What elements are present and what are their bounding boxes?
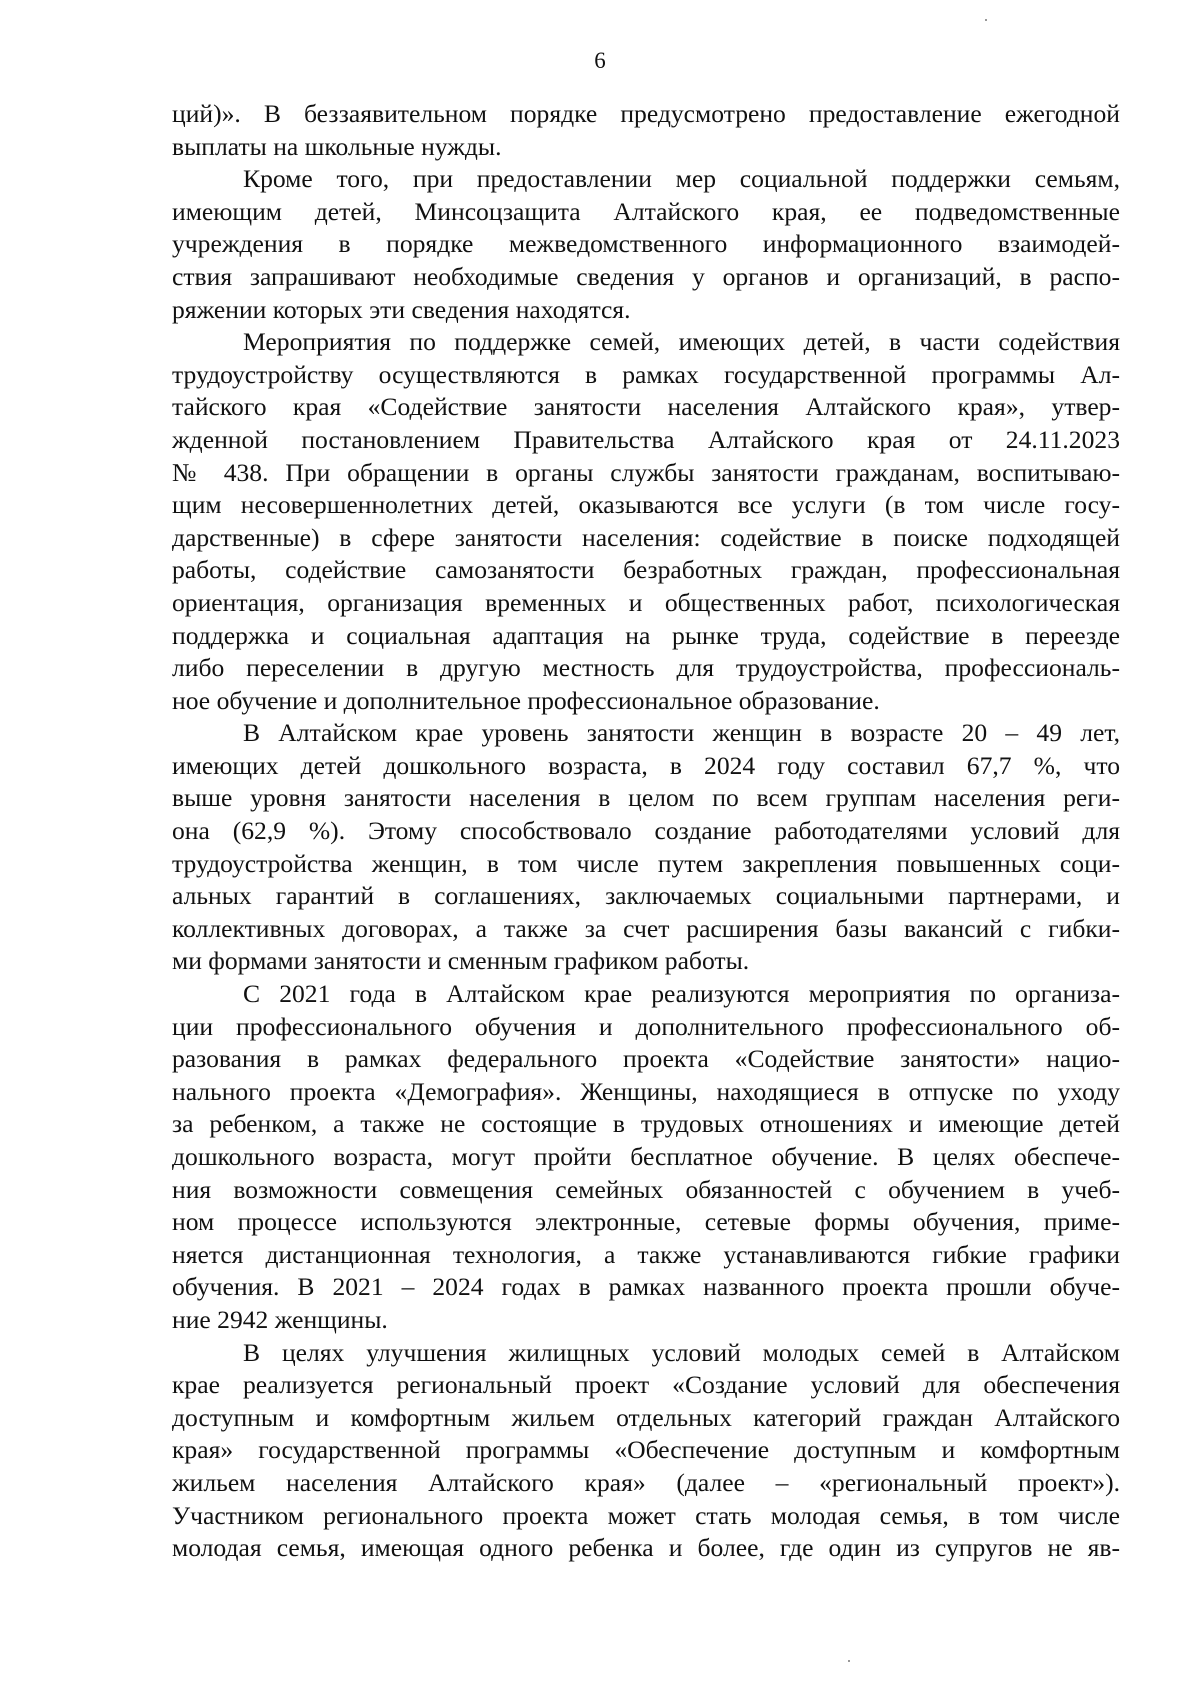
text-line: няется дистанционная технология, а также устанавливаются гибкие графики (172, 1239, 1120, 1269)
text-line: ции профессионального обучения и дополнительного профессионального об- (172, 1011, 1120, 1041)
text-line: ряжении которых эти сведения находятся. (172, 294, 631, 324)
text-line: В целях улучшения жилищных условий молодых семей в Алтайском (243, 1337, 1120, 1367)
text-line: учреждения в порядке межведомственного информационного взаимодей- (172, 229, 1120, 259)
text-line: № 438. При обращении в органы службы занятости гражданам, воспитываю- (172, 457, 1120, 487)
paragraph (172, 717, 1120, 978)
text-line: трудоустройства женщин, в том числе путем закрепления повышенных соци- (172, 848, 1120, 878)
text-line: разования в рамках федерального проекта «Содействие занятости» нацио- (172, 1044, 1120, 1074)
text-line: либо переселении в другую местность для трудоустройства, профессиональ- (172, 653, 1120, 683)
text-line: обучения. В 2021 – 2024 годах в рамках названного проекта прошли обуче- (172, 1272, 1120, 1302)
text-line: жденной постановлением Правительства Алтайского края от 24.11.2023 (172, 424, 1120, 454)
text-line: жильем населения Алтайского края» (далее – «региональный проект»). (172, 1467, 1120, 1497)
text-line: нального проекта «Демография». Женщины, находящиеся в отпуске по уходу (172, 1076, 1120, 1106)
text-line: тайского края «Содействие занятости населения Алтайского края», утвер- (172, 392, 1120, 422)
text-line: дарственные) в сфере занятости населения: содействие в поиске подходящей (172, 522, 1120, 552)
text-line: щим несовершеннолетних детей, оказываются все услуги (в том числе госу- (172, 490, 1120, 520)
text-line: Мероприятия по поддержке семей, имеющих детей, в части содействия (243, 327, 1120, 357)
text-line: ми формами занятости и сменным графиком работы. (172, 946, 750, 976)
text-line: С 2021 года в Алтайском крае реализуются мероприятия по организа- (243, 979, 1120, 1009)
text-line: Участником регионального проекта может стать молодая семья, в том числе (172, 1500, 1120, 1530)
text-line: ном процессе используются электронные, сетевые формы обучения, приме- (172, 1207, 1120, 1237)
text-line: альных гарантий в соглашениях, заключаемых социальными партнерами, и (172, 881, 1120, 911)
text-line: ния возможности совмещения семейных обязанностей с обучением в учеб- (172, 1174, 1120, 1204)
text-line: трудоустройству осуществляются в рамках государственной программы Ал- (172, 359, 1120, 389)
text-line: крае реализуется региональный проект «Создание условий для обеспечения (172, 1370, 1120, 1400)
scan-speck (985, 19, 987, 21)
text-line: ций)». В беззаявительном порядке предусмотрено предоставление ежегодной (172, 99, 1120, 128)
paragraph (172, 326, 1120, 717)
text-line: края» государственной программы «Обеспечение доступным и комфортным (172, 1435, 1120, 1465)
page-number: 6 (594, 48, 606, 73)
text-line: поддержка и социальная адаптация на рынке труда, содействие в переезде (172, 620, 1120, 650)
text-line: ствия запрашивают необходимые сведения у органов и организаций, в распо- (172, 261, 1120, 291)
paragraph (172, 163, 1120, 326)
body-text (172, 98, 1120, 1565)
text-line: ное обучение и дополнительное профессиональное образование. (172, 685, 880, 715)
text-line: коллективных договорах, а также за счет расширения базы вакансий с гибки- (172, 913, 1120, 943)
text-line: Кроме того, при предоставлении мер социальной поддержки семьям, (243, 164, 1120, 194)
scan-speck (848, 1660, 850, 1662)
text-line: работы, содействие самозанятости безработных граждан, профессиональная (172, 555, 1120, 585)
text-line: ние 2942 женщины. (172, 1304, 388, 1334)
text-line: молодая семья, имеющая одного ребенка и более, где один из супругов не яв- (172, 1533, 1120, 1563)
paragraph (172, 978, 1120, 1337)
text-line: выплаты на школьные нужды. (172, 131, 502, 161)
text-line: имеющих детей дошкольного возраста, в 2024 году составил 67,7 %, что (172, 750, 1120, 780)
paragraph (172, 98, 1120, 163)
text-line: имеющим детей, Минсоцзащита Алтайского края, ее подведомственные (172, 196, 1120, 226)
text-line: ориентация, организация временных и общественных работ, психологическая (172, 587, 1120, 617)
text-line: за ребенком, а также не состоящие в трудовых отношениях и имеющие детей (172, 1109, 1120, 1139)
text-line: она (62,9 %). Этому способствовало создание работодателями условий для (172, 816, 1120, 846)
text-line: дошкольного возраста, могут пройти бесплатное обучение. В целях обеспече- (172, 1142, 1120, 1171)
paragraph (172, 1337, 1120, 1565)
text-line: В Алтайском крае уровень занятости женщин в возрасте 20 – 49 лет, (243, 718, 1120, 748)
text-line: доступным и комфортным жильем отдельных категорий граждан Алтайского (172, 1402, 1120, 1432)
text-line: выше уровня занятости населения в целом по всем группам населения реги- (172, 783, 1120, 813)
